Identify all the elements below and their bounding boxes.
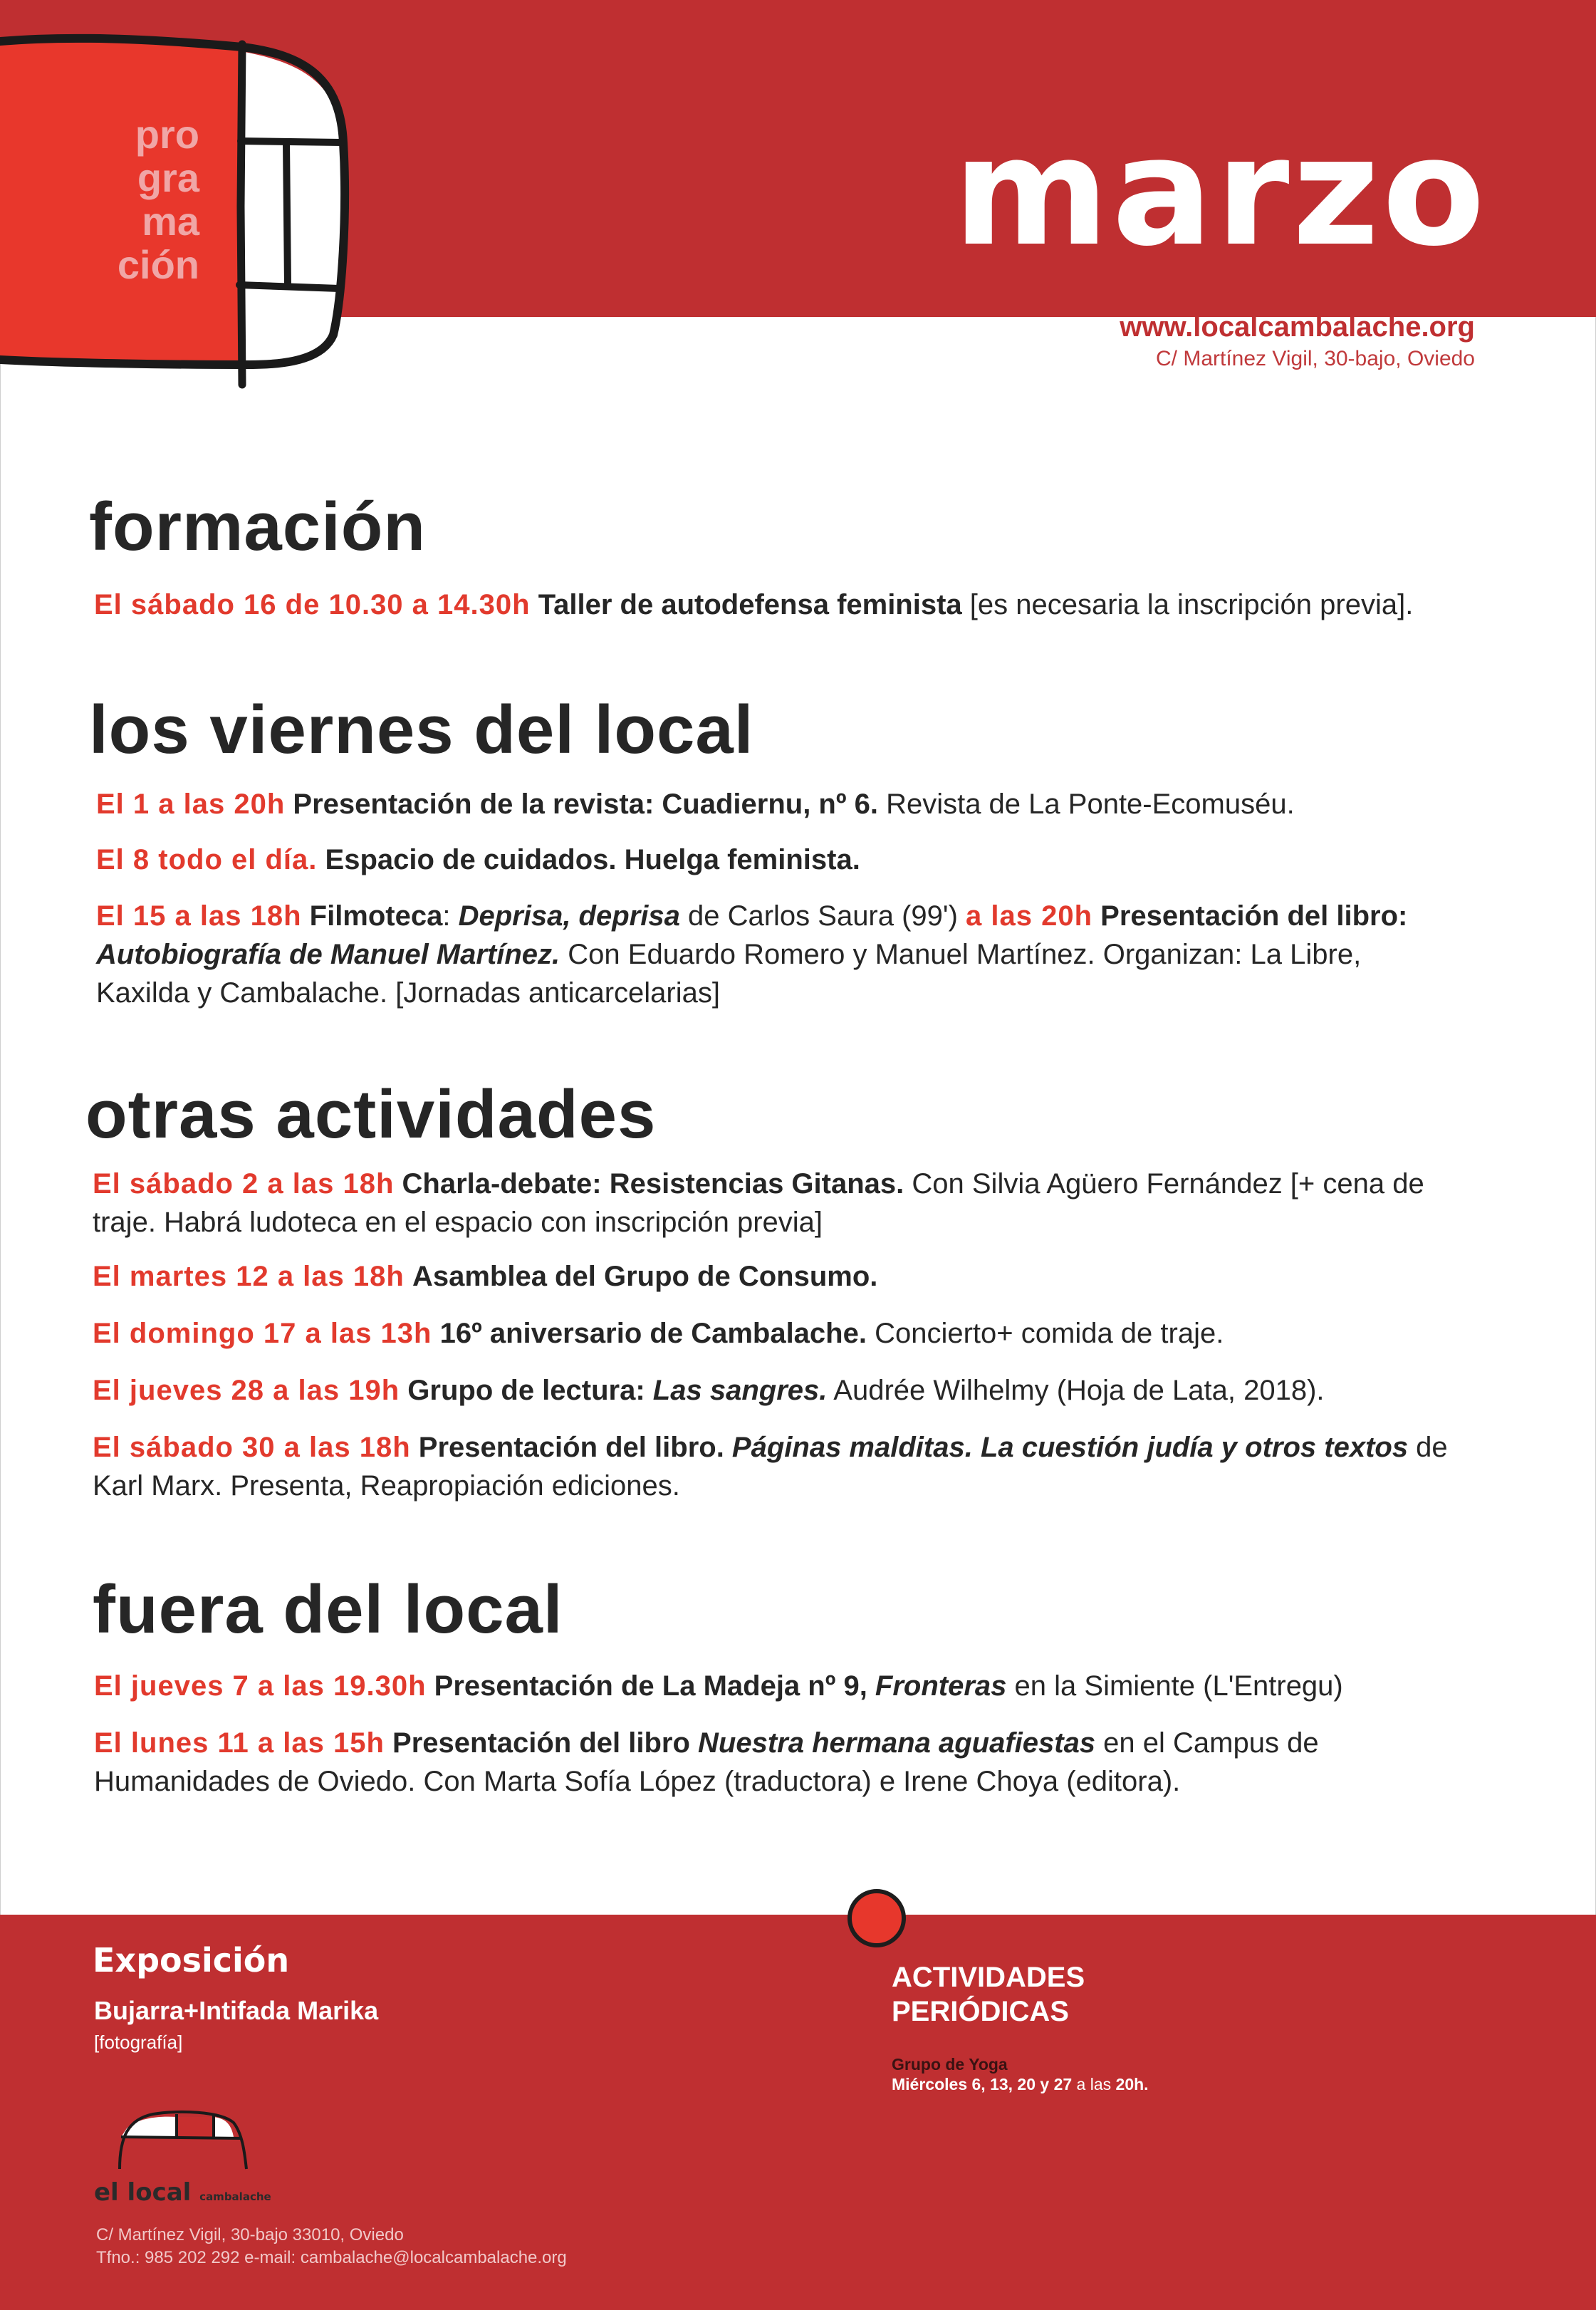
yoga-schedule [892,2075,1149,2094]
exposicion-name: Bujarra+Intifada Marika [94,1996,379,2025]
event-item [93,1314,1524,1353]
event-detail: Audrée Wilhelmy (Hoja de Lata, 2018). [827,1375,1325,1406]
film-detail: de Carlos Saura (99') [679,900,966,932]
prog-syllable: ma [142,199,199,244]
film-title: Deprisa, deprisa [458,900,680,932]
event-title: Charla-debate: Resistencias Gitanas. [402,1168,904,1200]
programacion-text [107,113,199,286]
event-item [94,586,1525,624]
prog-syllable: ción [117,242,199,287]
yoga-connector: a las [1072,2075,1116,2093]
event-item [93,1257,1524,1296]
event-detail: en el Campus de Humanidades de Oviedo. Con Marta Sofía López (traductora) e Irene Choya (editora). [94,1727,1319,1797]
event-item [93,1371,1524,1410]
exposicion-note: [fotografía] [94,2031,183,2053]
event-item [96,841,1528,879]
event-detail: [es necesaria la inscripción previa]. [961,589,1414,620]
prog-syllable: gra [137,155,199,200]
event-item [94,1667,1525,1705]
event-title: Presentación del libro. [418,1432,732,1463]
event-when: El lunes 11 a las 15h [94,1727,385,1759]
event-detail: Concierto+ comida de traje. [866,1318,1224,1349]
yoga-days: Miércoles 6, 13, 20 y 27 [892,2075,1073,2093]
event-when: El 8 todo el día. [96,844,318,875]
section-title-viernes: los viernes del local [89,692,754,768]
book-title: Fronteras [867,1670,1007,1702]
month-title: marzo [953,105,1488,279]
section-title-formacion: formación [89,489,427,565]
book-title: Páginas malditas. La cuestión judía y otros textos [731,1432,1409,1463]
book-title: Autobiografía de Manuel Martínez. [96,939,560,970]
book-title: Nuestra hermana aguafiestas [698,1727,1096,1759]
event-item [93,1165,1431,1242]
brand-name [94,2178,271,2207]
event-when: El sábado 16 de 10.30 a 14.30h [94,589,531,620]
header-address: C/ Martínez Vigil, 30-bajo, Oviedo [1156,347,1475,370]
section-title-otras: otras actividades [85,1076,657,1153]
event-title: Filmoteca [309,900,443,932]
event-item [94,1724,1447,1801]
event-when: El jueves 7 a las 19.30h [94,1670,427,1702]
yoga-time: 20h. [1115,2075,1149,2093]
event-when: El domingo 17 a las 13h [93,1318,432,1349]
event-detail: Con Eduardo Romero y Manuel Martínez. Organizan: La Libre, Kaxilda y Cambalache. [Jornadas anticarcelarias] [96,939,1362,1009]
section-title-fuera: fuera del local [93,1571,563,1648]
event-when-second: a las 20h [966,900,1093,932]
event-detail: de Karl Marx. Presenta, Reapropiación ediciones. [93,1432,1448,1502]
event-when: El sábado 2 a las 18h [93,1168,395,1200]
event-when: El sábado 30 a las 18h [93,1432,411,1463]
brand-main: el local [94,2178,192,2207]
circle-icon [847,1889,906,1947]
event-title: Presentación de La Madeja nº 9, [434,1670,867,1702]
footer-address [96,2224,567,2269]
event-title: 16º aniversario de Cambalache. [439,1318,867,1349]
event-title: Grupo de lectura: [407,1375,653,1406]
periodic-title-line: ACTIVIDADES [892,1962,1085,1993]
el-local-logo [114,2080,256,2173]
event-title: Taller de autodefensa feminista [538,589,962,620]
event-item [96,785,1528,823]
event-when: El 15 a las 18h [96,900,302,932]
footer-address-line: C/ Martínez Vigil, 30-bajo 33010, Oviedo [96,2225,404,2244]
event-title: Presentación de la revista: Cuadiernu, nº 6. [293,789,878,820]
periodic-title-line: PERIÓDICAS [892,1996,1069,2027]
event-detail: Revista de La Ponte-Ecomuséu. [877,789,1295,820]
website-link[interactable]: www.localcambalache.org [1120,311,1475,343]
prog-syllable: pro [135,112,199,157]
event-colon: : [442,900,459,932]
exposicion-title: Exposición [93,1941,290,1979]
event-item [96,897,1435,1012]
event-title: Asamblea del Grupo de Consumo. [412,1261,878,1292]
footer-contact-line: Tfno.: 985 202 292 e-mail: cambalache@localcambalache.org [96,2248,567,2267]
event-when: El 1 a las 20h [96,789,286,820]
event-when: El martes 12 a las 18h [93,1261,405,1292]
brand-small: cambalache [199,2190,271,2203]
event-detail: en la Simiente (L'Entregu) [1006,1670,1343,1702]
book-title: Las sangres. [652,1375,828,1406]
event-title: Espacio de cuidados. Huelga feminista. [325,844,860,875]
event-detail: Con Silvia Agüero Fernández [+ cena de traje. Habrá ludoteca en el espacio con inscripción previa] [93,1168,1424,1238]
event-title: Presentación del libro [392,1727,699,1759]
event-when: El jueves 28 a las 19h [93,1375,400,1406]
event-title-second: Presentación del libro: [1100,900,1408,932]
event-item [93,1428,1474,1505]
yoga-name: Grupo de Yoga [892,2055,1008,2074]
periodic-title [892,1960,1085,2029]
